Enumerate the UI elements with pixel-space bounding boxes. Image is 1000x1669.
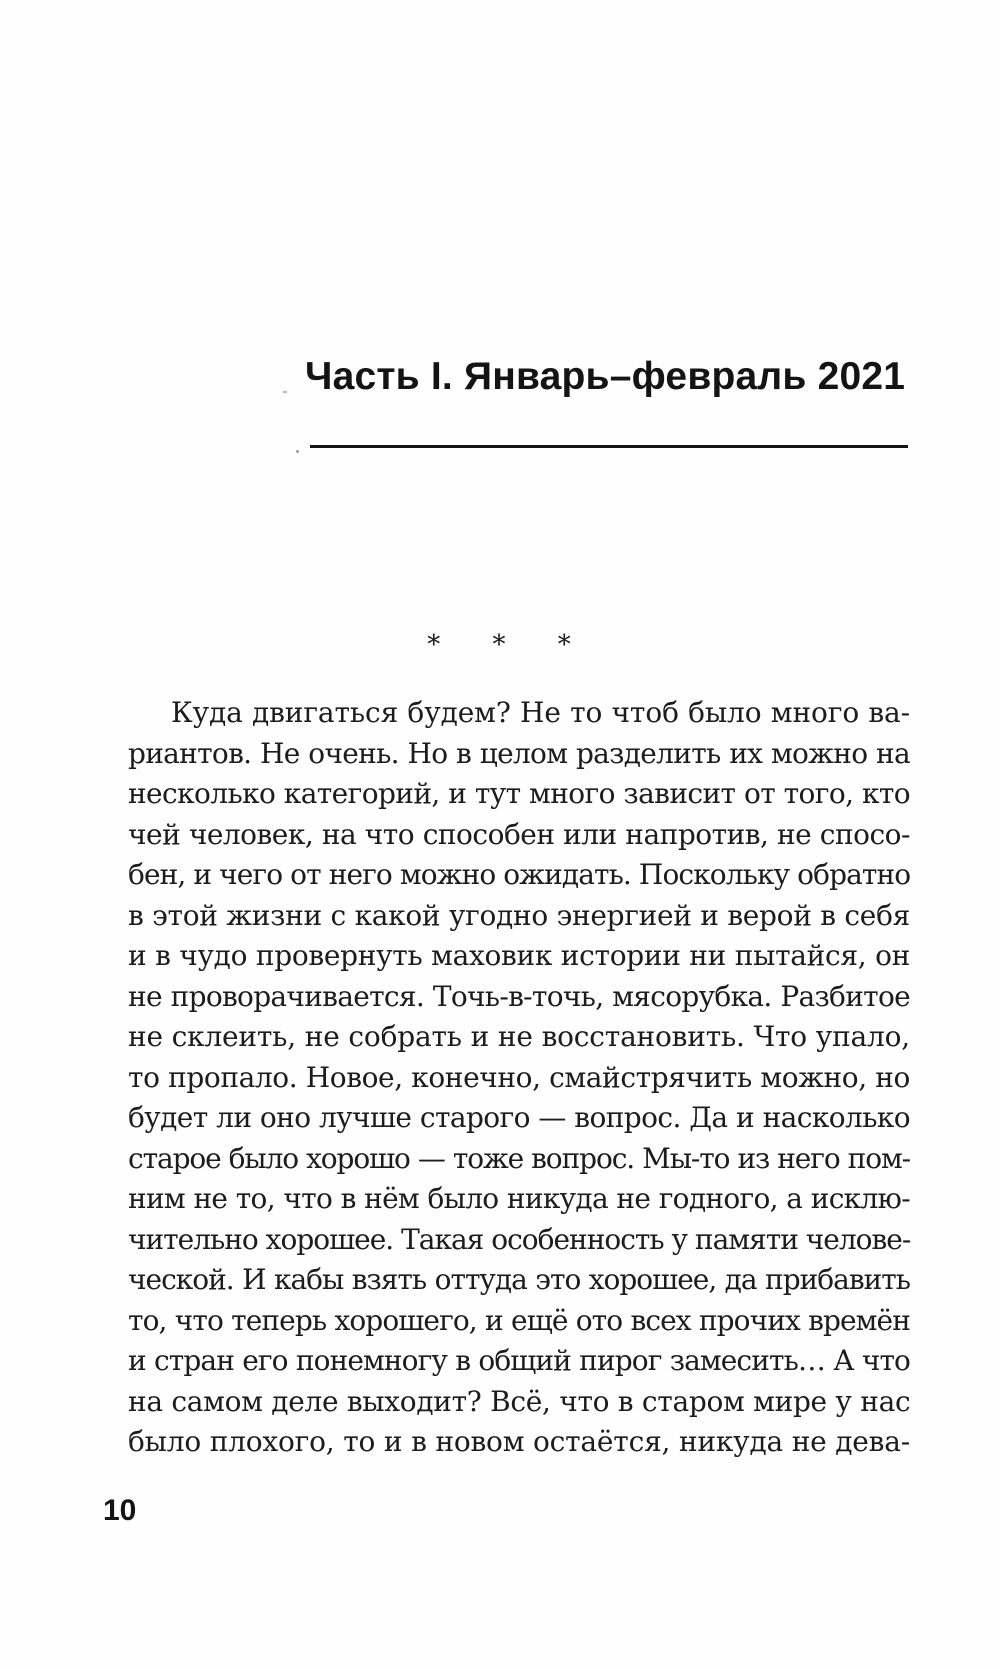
- text-line: Куда двигаться будем? Не то чтоб было много ва-: [171, 696, 910, 729]
- text-line: старое было хорошо — тоже вопрос. Мы-то из него пом-: [128, 1141, 910, 1175]
- text-line: несколько категорий, и тут много зависит от того, кто: [128, 777, 910, 810]
- text-line: риантов. Не очень. Но в целом разделить их можно на: [128, 736, 910, 770]
- text-line: чительно хорошее. Такая особенность у памяти челове-: [128, 1222, 911, 1256]
- text-line: чей человек, на что способен или напротив, не спосо-: [128, 817, 910, 851]
- title-underline: [310, 445, 908, 448]
- text-line: в этой жизни с какой угодно энергией и верой в себя: [128, 898, 910, 932]
- text-line: то пропало. Новое, конечно, смайстрячить можно, но: [128, 1060, 910, 1094]
- text-line: было плохого, то и в новом остаётся, никуда не дева-: [128, 1425, 910, 1458]
- text-line: бен, и чего от него можно ожидать. Поскольку обратно: [128, 858, 911, 891]
- page-number: 10: [103, 1494, 137, 1527]
- text-line: ческой. И кабы взять оттуда это хорошее, да прибавить: [128, 1263, 910, 1296]
- text-line: будет ли оно лучше старого — вопрос. Да и насколько: [128, 1101, 910, 1134]
- text-line: не склеить, не собрать и не восстановить. Что упало,: [128, 1020, 910, 1053]
- text-line: не проворачивается. Точь-в-точь, мясорубка. Разбитое: [128, 979, 910, 1013]
- section-separator: * * *: [427, 630, 593, 660]
- text-line: на самом деле выходит? Всё, что в старом мире у нас: [128, 1384, 911, 1418]
- body-paragraph: [128, 693, 910, 1463]
- text-line: ним не то, что в нём было никуда не годного, а исклю-: [128, 1182, 910, 1215]
- print-speck: [283, 391, 287, 393]
- text-line: и стран его понемногу в общий пирог замесить… А что: [128, 1344, 910, 1377]
- part-title: Часть I. Январь–февраль 2021: [305, 355, 906, 398]
- text-line: и в чудо провернуть маховик истории ни пытайся, он: [128, 939, 910, 972]
- text-line: то, что теперь хорошего, и ещё ото всех прочих времён: [128, 1303, 910, 1337]
- print-speck: [296, 450, 299, 453]
